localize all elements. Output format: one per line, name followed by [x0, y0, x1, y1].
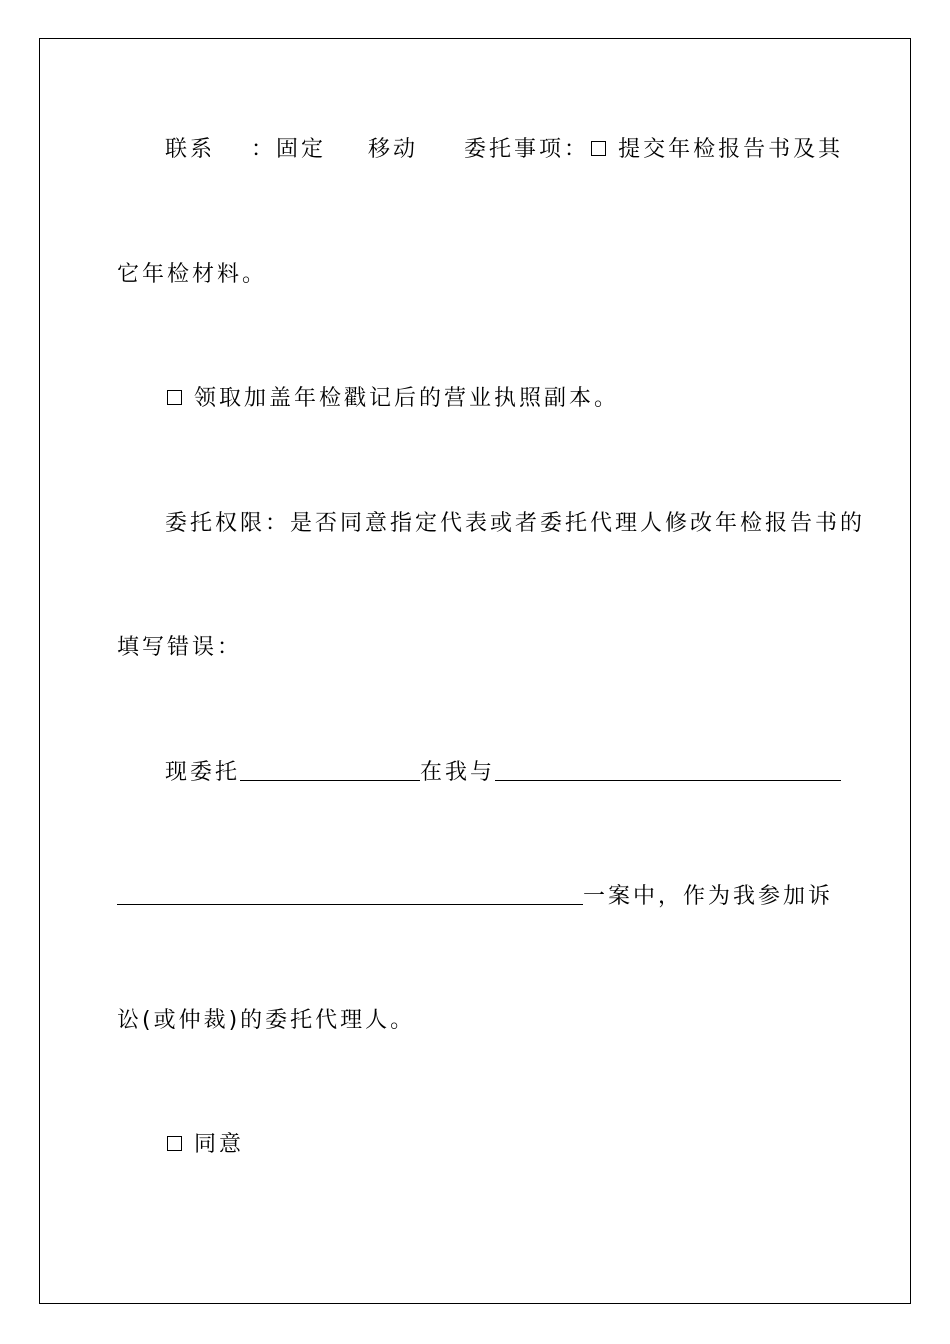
- fixed-phone-label: ：固定: [251, 137, 327, 162]
- entrust-line: [165, 758, 841, 787]
- authority-text-cont: 填写错误：: [117, 635, 243, 660]
- submit-report-text-cont: 它年检材料。: [117, 262, 268, 287]
- agree-line: [165, 1131, 244, 1159]
- agree-label: 同意: [194, 1132, 245, 1157]
- mobile-phone-label: 移动: [368, 137, 419, 162]
- collect-license-text: 领取加盖年检戳记后的营业执照副本。: [194, 386, 620, 411]
- between-text: 在我与: [420, 760, 496, 785]
- agent-role-text: 讼(或仲裁)的委托代理人。: [117, 1008, 416, 1033]
- counterparty-field[interactable]: [495, 758, 841, 781]
- checkbox-agree[interactable]: [167, 1136, 182, 1151]
- collect-license-line: [165, 385, 619, 413]
- checkbox-submit-report[interactable]: [591, 141, 606, 156]
- contact-label: 联系: [165, 137, 216, 162]
- case-text: 一案中，作为我参加诉: [583, 884, 834, 909]
- entrusted-matters-label: 委托事项：: [464, 137, 590, 162]
- authority-text: 委托权限：是否同意指定代表或者委托代理人修改年检报告书的: [165, 511, 866, 536]
- submit-report-text: 提交年检报告书及其: [618, 137, 844, 162]
- agent-name-field[interactable]: [240, 758, 420, 781]
- page-frame: [39, 38, 911, 1304]
- case-line: [117, 882, 833, 911]
- entrust-text: 现委托: [165, 760, 241, 785]
- contact-line: [165, 136, 843, 164]
- checkbox-collect-license[interactable]: [167, 390, 182, 405]
- case-field[interactable]: [117, 882, 583, 905]
